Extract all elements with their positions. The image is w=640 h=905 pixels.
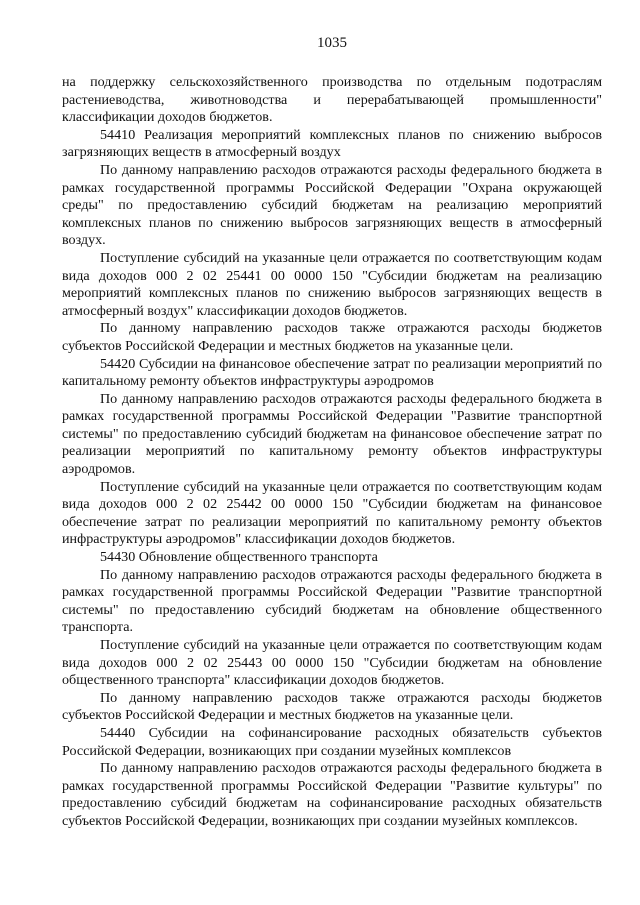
section-heading-54440: 54440 Субсидии на софинансирование расходных обязательств субъектов Российской Федерации, возникающих при создании музейных комплексов — [62, 724, 602, 759]
paragraph-54440-expenses: По данному направлению расходов отражаются расходы федерального бюджета в рамках государственной программы Российской Федерации "Развитие культуры" по предоставлению субсидий бюджетам на софинансирование расходных обязательств субъектов Российской Федерации, возникающих при создании музейных комплексов. — [62, 760, 602, 829]
document-page — [62, 34, 602, 831]
section-heading-54410: 54410 Реализация мероприятий комплексных планов по снижению выбросов загрязняющих веществ в атмосферный воздух — [62, 126, 602, 161]
section-heading-54430: 54430 Обновление общественного транспорта — [100, 549, 378, 566]
page-number: 1035 — [317, 35, 347, 51]
paragraph-54430-revenue: Поступление субсидий на указанные цели отражается по соответствующим кодам вида доходов 000 2 02 25443 00 0000 150 "Субсидии бюджетам на обновление общественного транспорта" классификации доходов бюджетов. — [62, 637, 602, 689]
section-heading-54420: 54420 Субсидии на финансовое обеспечение затрат по реализации мероприятий по капитальному ремонту объектов инфраструктуры аэродромов — [62, 355, 602, 390]
paragraph-54430-expenses: По данному направлению расходов отражаются расходы федерального бюджета в рамках государственной программы Российской Федерации "Развитие транспортной системы" по предоставлению субсидий бюджетам на обновление общественного транспорта. — [62, 566, 602, 636]
paragraph-54420-expenses: По данному направлению расходов отражаются расходы федерального бюджета в рамках государственной программы Российской Федерации "Развитие транспортной системы" по предоставлению субсидий бюджетам на финансовое обеспечение затрат по реализации мероприятий по капитальному ремонту объектов инфраструктуры аэродромов. — [62, 390, 602, 478]
paragraph-54410-revenue: Поступление субсидий на указанные цели отражается по соответствующим кодам вида доходов 000 2 02 25441 00 0000 150 "Субсидии бюджетам на реализацию мероприятий комплексных планов по снижению выбросов загрязняющих веществ в атмосферный воздух" классификации доходов бюджетов. — [62, 249, 602, 319]
paragraph-continuation: на поддержку сельскохозяйственного производства по отдельным подотраслям растениеводства, животноводства и перерабатывающей промышленности" классификации доходов бюджетов. — [62, 74, 602, 126]
paragraph-54420-revenue: Поступление субсидий на указанные цели отражается по соответствующим кодам вида доходов 000 2 02 25442 00 0000 150 "Субсидии бюджетам на финансовое обеспечение затрат по реализации мероприятий по капитальному ремонту объектов инфраструктуры аэродромов" классификации доходов бюджетов. — [62, 478, 602, 548]
paragraph-54430-regional: По данному направлению расходов также отражаются расходы бюджетов субъектов Российской Федерации и местных бюджетов на указанные цели. — [62, 689, 602, 724]
paragraph-54410-regional: По данному направлению расходов также отражаются расходы бюджетов субъектов Российской Федерации и местных бюджетов на указанные цели. — [62, 320, 602, 354]
paragraph-54410-expenses: По данному направлению расходов отражаются расходы федерального бюджета в рамках государственной программы Российской Федерации "Охрана окружающей среды" по предоставлению субсидий бюджетам на реализацию мероприятий комплексных планов по снижению выбросов загрязняющих веществ в атмосферный воздух. — [62, 161, 602, 249]
